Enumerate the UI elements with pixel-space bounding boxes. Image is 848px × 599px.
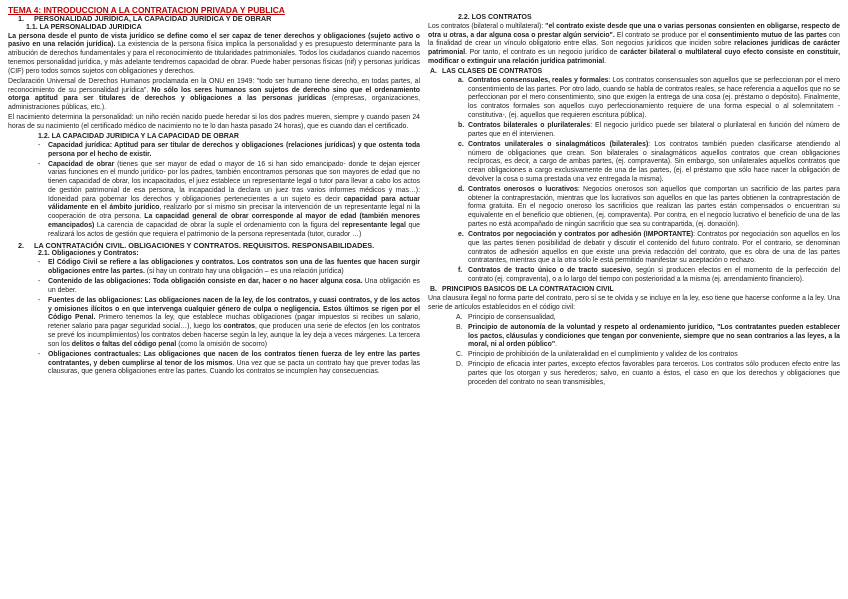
item-title: Contratos bilaterales o plurilaterales	[468, 121, 591, 129]
capacidad-obrar-title: Capacidad de obrar	[48, 160, 115, 168]
capacidad-obrar-bold-3: La capacidad general de obrar corresponde al mayor de edad (también menores emancipados)	[48, 213, 420, 230]
item-marker: c.	[458, 140, 464, 148]
capacidad-obrar-text-3: La carencia de capacidad de obrar la suple el ordenamiento con la figura del	[94, 222, 343, 230]
document-title: TEMA 4: INTRODUCCION A LA CONTRATACION PRIVADA Y PUBLICA	[8, 5, 285, 15]
clases-mark: A.	[430, 67, 437, 75]
contratos-text-5: .	[604, 57, 607, 65]
list-item	[456, 351, 840, 360]
left-column	[8, 0, 420, 378]
right-column	[428, 0, 840, 389]
contratos-bold-4: carácter bilateral o multilateral cuyo efecto consiste en constituir, modificar o extinguir una relación jurídica patrimonial	[428, 49, 840, 65]
item-title: Contratos de tracto único o de tracto sucesivo	[468, 267, 631, 275]
list-item	[458, 77, 840, 121]
item-text: : Negocios onerosos son aquellos que comportan un sacrificio de las partes para obtener la contraprestación, mientras que los lucrativos son aquellos en que las partes obtienen la contraprestación de forma gratuita. En el negocio oneroso los sacrificios que realizan las partes están compensados o encuentran su equivalente en el beneficio que obtienen, (ej. compraventa). Por contra, en el negocio lucrativo el beneficio de una de las partes no está acompañado de ningún sacrificio que sea su contrapartida, (ej. donación).	[468, 185, 840, 229]
item-marker: f.	[458, 267, 463, 275]
item-marker: e.	[458, 231, 464, 239]
capacidad-list	[8, 142, 420, 240]
item-text: : Contratos por negociación son aquellos en los que las partes tienen posibilidad de debatir y discutir el contenido del futuro contrato. Por el contrario, se denominan contratos de adhesión aquellos en que existe una previa redacción del contrato, que es obra de una de las partes contratantes, mientras que a la otra sólo le está permitido manifestar su aceptación o rechazo.	[468, 231, 840, 265]
item-marker: C.	[456, 351, 463, 359]
section-2-heading	[8, 242, 420, 251]
obligaciones-list	[8, 259, 420, 377]
fuentes-bold-2: contratos	[223, 323, 255, 331]
item-text: Principio de prohibición de la unilateralidad en el cumplimiento y validez de los contratos	[468, 351, 738, 359]
list-item-fuentes	[38, 297, 420, 350]
section-2-2-heading: 2.2. LOS CONTRATOS	[458, 14, 532, 21]
fuentes-text-2: , que producen una serie de efectos (en los contratos se prevé los incumplimientos) los contratos deben hacerse según la ley, aunque la ley deja a veces márgenes. La tercera son los	[48, 323, 420, 348]
list-item	[456, 314, 840, 323]
paragraph-persona	[8, 33, 420, 77]
section-1-1-heading: 1.1. LA PERSONALIDAD JURIDICA	[26, 23, 142, 31]
section-1-2-heading: 1.2. LA CAPACIDAD JURIDICA Y LA CAPACIDAD DE OBRAR	[38, 132, 239, 140]
item-title: Contratos por negociación y contratos por adhesión (IMPORTANTE)	[468, 231, 694, 239]
item-text: : El negocio jurídico puede ser bilateral o plurilateral en función del número de partes que en él intervienen.	[468, 121, 841, 138]
codigo-civil-bold: El Código Civil se refiere a las obligaciones y contratos. Los contratos son una de las fuentes que hacen surgir obligaciones entre las partes.	[48, 259, 420, 276]
item-text: : Los contratos también pueden clasificarse atendiendo al número de obligaciones que crean. Son bilaterales o sinalagmáticos aquellos contratos que crean obligaciones recíprocas, es decir, a cargo de ambas partes, (ej. compraventa). Sin embargo, son unilaterales aquellos contratos que crean obligaciones a cargo exclusivamente de una de las partes, (ej. el préstamo que sólo hace nacer la obligación de devolver la cosa o suma prestada una vez entregada la misma).	[468, 140, 840, 183]
item-text: Principio de eficacia inter partes, excepto efectos favorables para terceros. Los contratos sólo producen efecto entre las partes que los otorgan y sus herederos; salvo, en cuanto a éstos, el caso en que los derechos y obligaciones que proceden del contrato no sean transmisibles,	[468, 361, 840, 386]
item-text: , según si producen efectos en el momento de la perfección del contrato (ej. compraventa), o a lo largo del tiempo con posterioridad a la misma (ej. arrendamiento financiero).	[468, 267, 840, 284]
capacidad-obrar-bold-4: representante legal	[342, 222, 406, 230]
item-text: : Los contratos consensuales son aquellos que se perfeccionan por el mero consentimiento de las partes. Por otro lado, cuando se habla de contratos reales, se hace referencia a aquellos que no se perfeccionan por el mero consentimiento, sino que exigen la entrega de una cosa (ej. préstamo o depósito). Finalmente, los contratos formales son aquellos cuyo perfeccionamiento requiere de una forma especial o al solemnitatem -constitutiva-, (ej. aquellos que requieren escritura pública).	[468, 76, 840, 119]
section-1-label: PERSONALIDAD JURÍDICA, LA CAPACIDAD JURÍDICA Y DE OBRAR	[34, 14, 272, 23]
item-marker: d.	[458, 185, 465, 193]
fuentes-text: Primero tenemos la ley, que establece muchas obligaciones (pagar impuestos si recibes un salario, retener salario para pagar seguridad social…), luego los	[48, 314, 420, 331]
clases-heading	[428, 68, 840, 77]
contractuales-text: . Una vez que se pacta un contrato hay que prever todas las clausuras, que genera obligaciones entre las partes. Cuando los contratos se incumplen hay consecuencias.	[48, 359, 420, 376]
list-item	[458, 231, 840, 266]
contractuales-bold: Obligaciones contractuales: Las obligaciones que nacen de los contratos tienen fuerza de ley entre las partes contratantes, y deben cumplirse al tenor de los mismos	[48, 350, 420, 367]
paragraph-principios-intro: Una clausura ilegal no forma parte del contrato, pero sí se te olvida y se incluye en la ley, eso tiene que hacerse conforme a la ley. Una serie de artículos establecidos en el código civil:	[428, 295, 840, 311]
principios-list	[428, 314, 840, 388]
contratos-bold: "el contrato existe desde que una o varias personas consienten en obligarse, respecto de otra u otras, a dar alguna cosa o prestar algún servicio".	[428, 22, 841, 39]
fuentes-bold-3: delitos o faltas del código penal	[71, 340, 177, 348]
contratos-bold-2: consentimiento mutuo de las partes	[708, 31, 827, 39]
capacidad-obrar-text-2: , realizarlo por sí mismo sin precisar la intervención de un representante legal ni la cooperación de otra persona.	[48, 204, 421, 221]
contratos-bold-3: relaciones jurídicas de carácter patrimonial	[428, 40, 840, 57]
declaracion-text: Declaración Universal de Derechos Humanos proclamada en la ONU en 1949: "todo ser humano tiene derecho, en todas partes, al reconocimiento de su personalidad jurídica".	[8, 77, 420, 94]
fuentes-text-3: (como la omisión de socorro)	[176, 340, 268, 348]
section-1-number: 1.	[18, 14, 25, 23]
capacidad-obrar-text: (tienes que ser mayor de edad o mayor de 16 si han sido emancipado- donde te dejan ejercer varias funciones en el mundo jurídico- por los padres, también encontramos personas que son mayores de edad que no tienen capacidad de obrar, los incapacitados, el juez establece un representante legal o tutor para llevar a cabo los actos de gestión patrimonial de esa persona, la incapacidad la declara un juez tras varios informes médicos y mas…): Idoneidad para gobernar los derechos y obligaciones pertenecientes a un sujeto es decir	[48, 160, 420, 203]
section-2-label: LA CONTRATACIÓN CIVIL. OBLIGACIONES Y CONTRATOS. REQUISITOS. RESPONSABILIDADES.	[34, 240, 375, 250]
codigo-civil-text: (si hay un contrato hay una obligación – es una relación jurídica)	[144, 268, 344, 276]
clases-label: LAS CLASES DE CONTRATOS	[442, 67, 543, 75]
fuentes-bold: Fuentes de las obligaciones: Las obligaciones nacen de la ley, de los contratos, y cuasi contratos, y de los actos y omisiones ilícitos o en que intervenga cualquier género de culpa o negligencia. Estos últimos se rigen por el Código Penal.	[48, 296, 420, 322]
capacidad-juridica-text: Capacidad jurídica: Aptitud para ser titular de derechos y obligaciones (relaciones jurídicas) y que ostenta toda persona por el hecho de existir.	[48, 141, 420, 158]
item-title: Contratos onerosos o lucrativos	[468, 185, 578, 193]
list-item	[458, 267, 840, 285]
clases-list	[428, 77, 840, 285]
section-2-number: 2.	[18, 240, 25, 250]
persona-definition: La persona desde el punto de vista jurídico se define como el ser capaz de tener derechos y obligaciones (sujeto activo o pasivo en una relación jurídica).	[8, 32, 420, 49]
section-2-1-heading: 2.1. Obligaciones y Contratos:	[38, 250, 139, 258]
item-text: .	[555, 341, 558, 349]
principios-mark: B.	[430, 286, 437, 294]
paragraph-contratos	[428, 23, 840, 67]
contratos-text: Los contratos (bilateral o multilateral):	[428, 22, 546, 30]
list-item-codigo-civil	[38, 259, 420, 277]
list-item-contenido	[38, 278, 420, 296]
declaracion-tail: (empresas, organizaciones, administraciones públicas, etc.).	[8, 95, 420, 112]
paragraph-declaracion	[8, 78, 420, 113]
list-item	[458, 186, 840, 230]
contenido-text: Una obligación es un deber.	[48, 278, 420, 294]
item-title: Contratos consensuales, reales y formales	[468, 76, 609, 84]
paragraph-nacimiento: El nacimiento determina la personalidad: un niño recién nacido puede heredar si los dos padres mueren, siempre y cuando pasen 24 horas de su nacimiento (el certificado médico de nacimiento no te lo dan hasta pasado 24 horas), que es cuando dan el certificado.	[8, 114, 420, 130]
principios-label: PRINCIPIOS BASICOS DE LA CONTRATACION CIVIL	[442, 286, 614, 294]
contenido-bold: Contenido de las obligaciones: Toda obligación consiste en dar, hacer o no hacer alguna cosa.	[48, 278, 363, 286]
contratos-text-4: . Por tanto, el contrato es un negocio jurídico de	[465, 49, 620, 57]
item-marker: b.	[458, 121, 465, 129]
capacidad-obrar-text-4: que realizará los actos de gestión que requiera el patrimonio de la persona representada (tutor, curador …)	[48, 222, 420, 238]
contratos-text-3: con la finalidad de crear un vínculo obligatorio entre ellas. Son negocios jurídicos que inciden sobre	[428, 31, 841, 48]
list-item	[456, 324, 840, 350]
item-title: Principio de autonomía de la voluntad y respeto al ordenamiento jurídico, "Los contratantes pueden establecer los pactos, cláusulas y condiciones que tengan por conveniente, siempre que no sean contrarios a las leyes, a la moral, ni al orden público"	[468, 323, 840, 349]
list-item-contractuales	[38, 351, 420, 377]
list-item-capacidad-juridica	[38, 142, 420, 160]
item-text: Principio de consensualidad,	[468, 313, 556, 321]
item-title: Contratos unilaterales o sinalagmáticos (bilaterales)	[468, 140, 649, 148]
list-item-capacidad-obrar	[38, 161, 420, 240]
item-marker: A.	[456, 313, 463, 321]
item-marker: a.	[458, 76, 464, 84]
item-marker: D.	[456, 361, 463, 369]
list-item	[456, 361, 840, 387]
persona-text: La existencia de la persona física implica la personalidad y es presupuesto determinante para la atribución de derechos fundamentales y para el reconocimiento de titularidades patrimoniales. Todos los ciudadanos cuando nacemos tenemos personalidad jurídica, y más adelante tendremos capacidad de obrar. Puede haber personas físicas (nif) y personas jurídicas (CIF) pero todos somos sujetos con obligaciones y derechos.	[8, 41, 421, 75]
item-marker: B.	[456, 323, 463, 331]
list-item	[458, 122, 840, 140]
section-1-heading	[8, 15, 420, 24]
principios-heading	[428, 286, 840, 295]
declaracion-bold: No sólo los seres humanos son sujetos de derecho sino que el ordenamiento otorga aptitud para ser titulares de derechos y obligaciones a las personas jurídicas	[8, 86, 420, 103]
capacidad-obrar-bold-2: capacidad para actuar válidamente en el ámbito jurídico	[48, 195, 420, 212]
contratos-text-2: El contrato se produce por el	[614, 31, 709, 39]
list-item	[458, 141, 840, 185]
